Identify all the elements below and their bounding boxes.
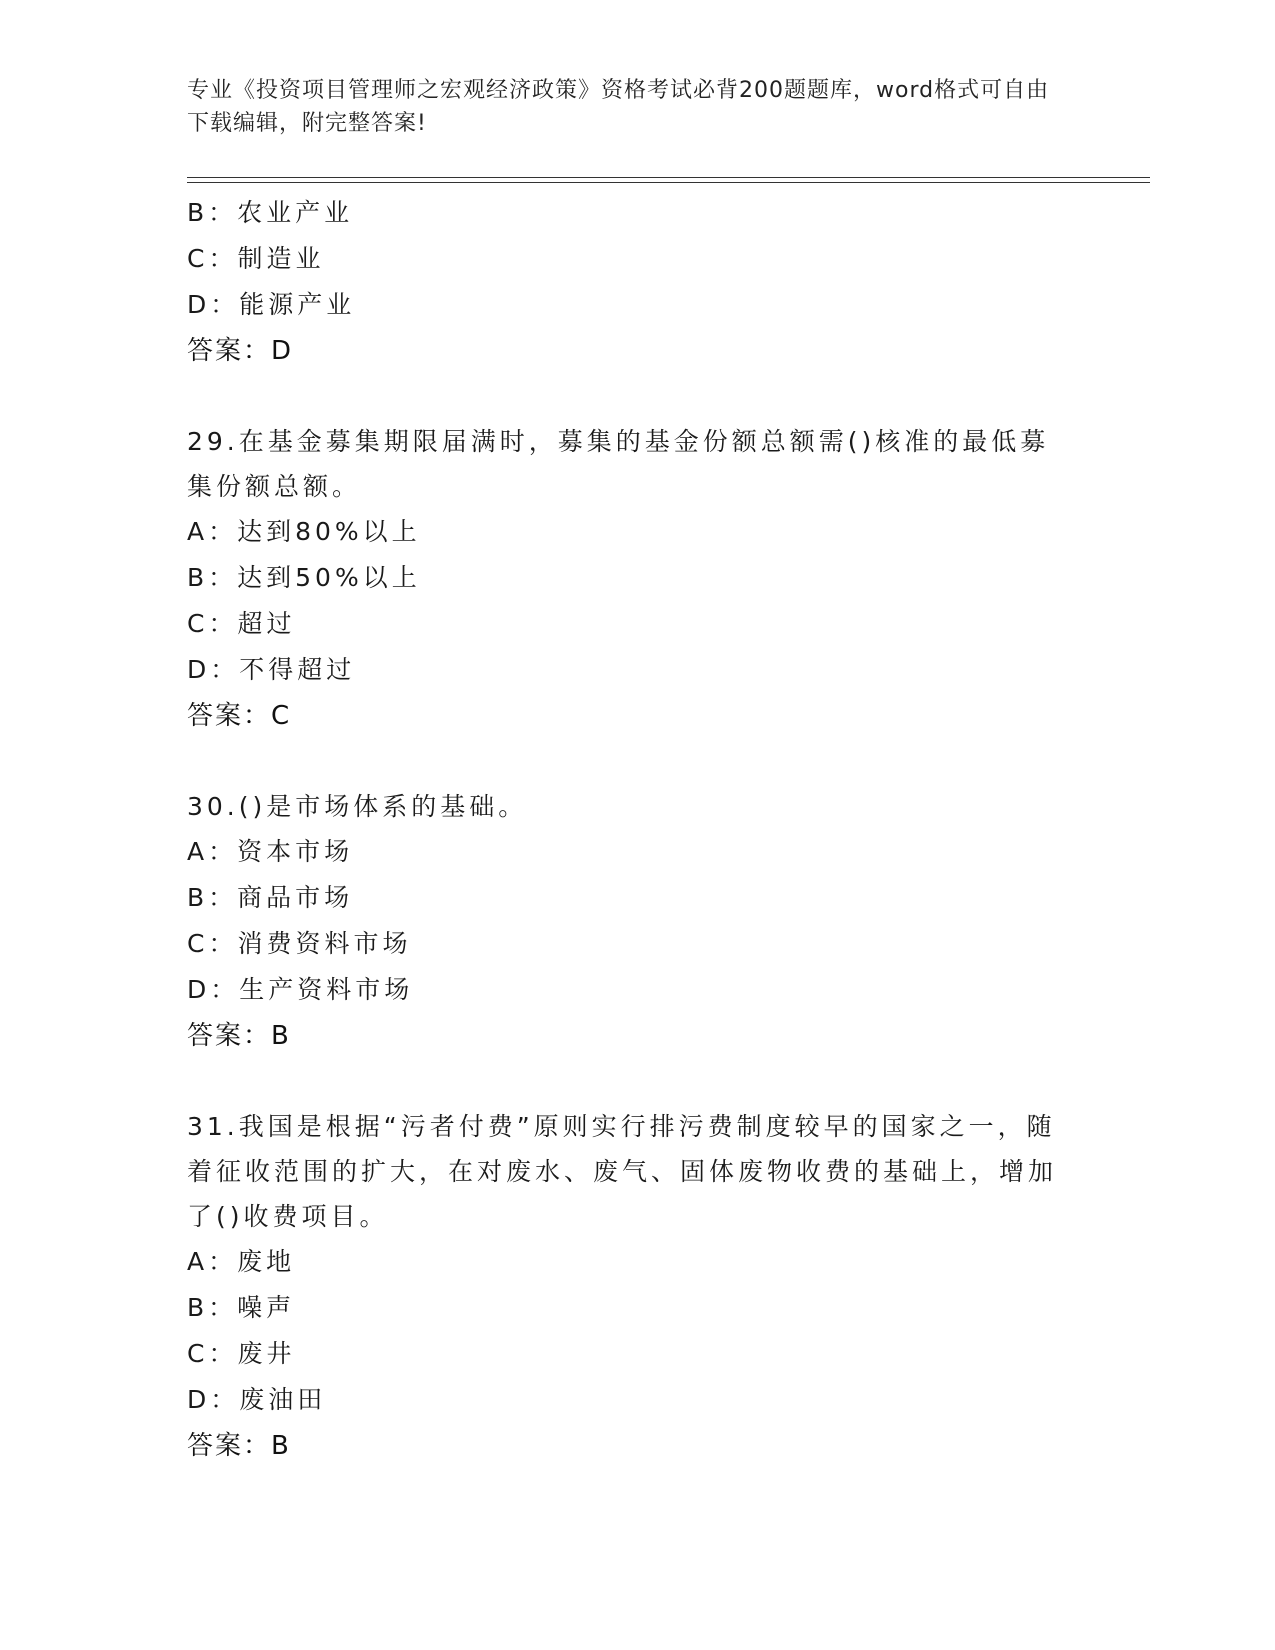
option-a: A：达到80%以上 [187,517,421,546]
option-c: C：废井 [187,1339,296,1368]
option-c: C：超过 [187,609,296,638]
answer-line: 答案：B [187,1431,291,1461]
option-d: D：废油田 [187,1385,327,1414]
question-29 [187,419,1087,739]
answer-line: 答案：C [187,701,292,731]
document-header: 专业《投资项目管理师之宏观经济政策》资格考试必背200题题库，word格式可自由下载编辑，附完整答案! [187,78,1050,136]
option-b: B：商品市场 [187,883,354,912]
question-30 [187,784,1087,1059]
question-stem: 31.我国是根据“污者付费”原则实行排污费制度较早的国家之一，随着征收范围的扩大，在对废水、废气、固体废物收费的基础上，增加了()收费项目。 [187,1112,1058,1231]
question-list [187,190,1087,1469]
prev-question-block [187,190,1087,374]
option-a: A：废地 [187,1247,296,1276]
option-b: B：农业产业 [187,198,354,227]
option-d: D：不得超过 [187,655,356,684]
answer-line: 答案：D [187,336,294,366]
header-divider-second [187,182,1150,183]
option-c: C：消费资料市场 [187,929,412,958]
option-d: D：能源产业 [187,290,356,319]
question-31 [187,1104,1087,1469]
header-divider [187,177,1150,178]
option-b: B：达到50%以上 [187,563,421,592]
question-stem: 29.在基金募集期限届满时，募集的基金份额总额需()核准的最低募集份额总额。 [187,427,1050,501]
question-stem: 30.()是市场体系的基础。 [187,792,528,821]
option-d: D：生产资料市场 [187,975,414,1004]
answer-line: 答案：B [187,1021,291,1051]
option-a: A：资本市场 [187,837,354,866]
option-c: C：制造业 [187,244,325,273]
option-b: B：噪声 [187,1293,296,1322]
